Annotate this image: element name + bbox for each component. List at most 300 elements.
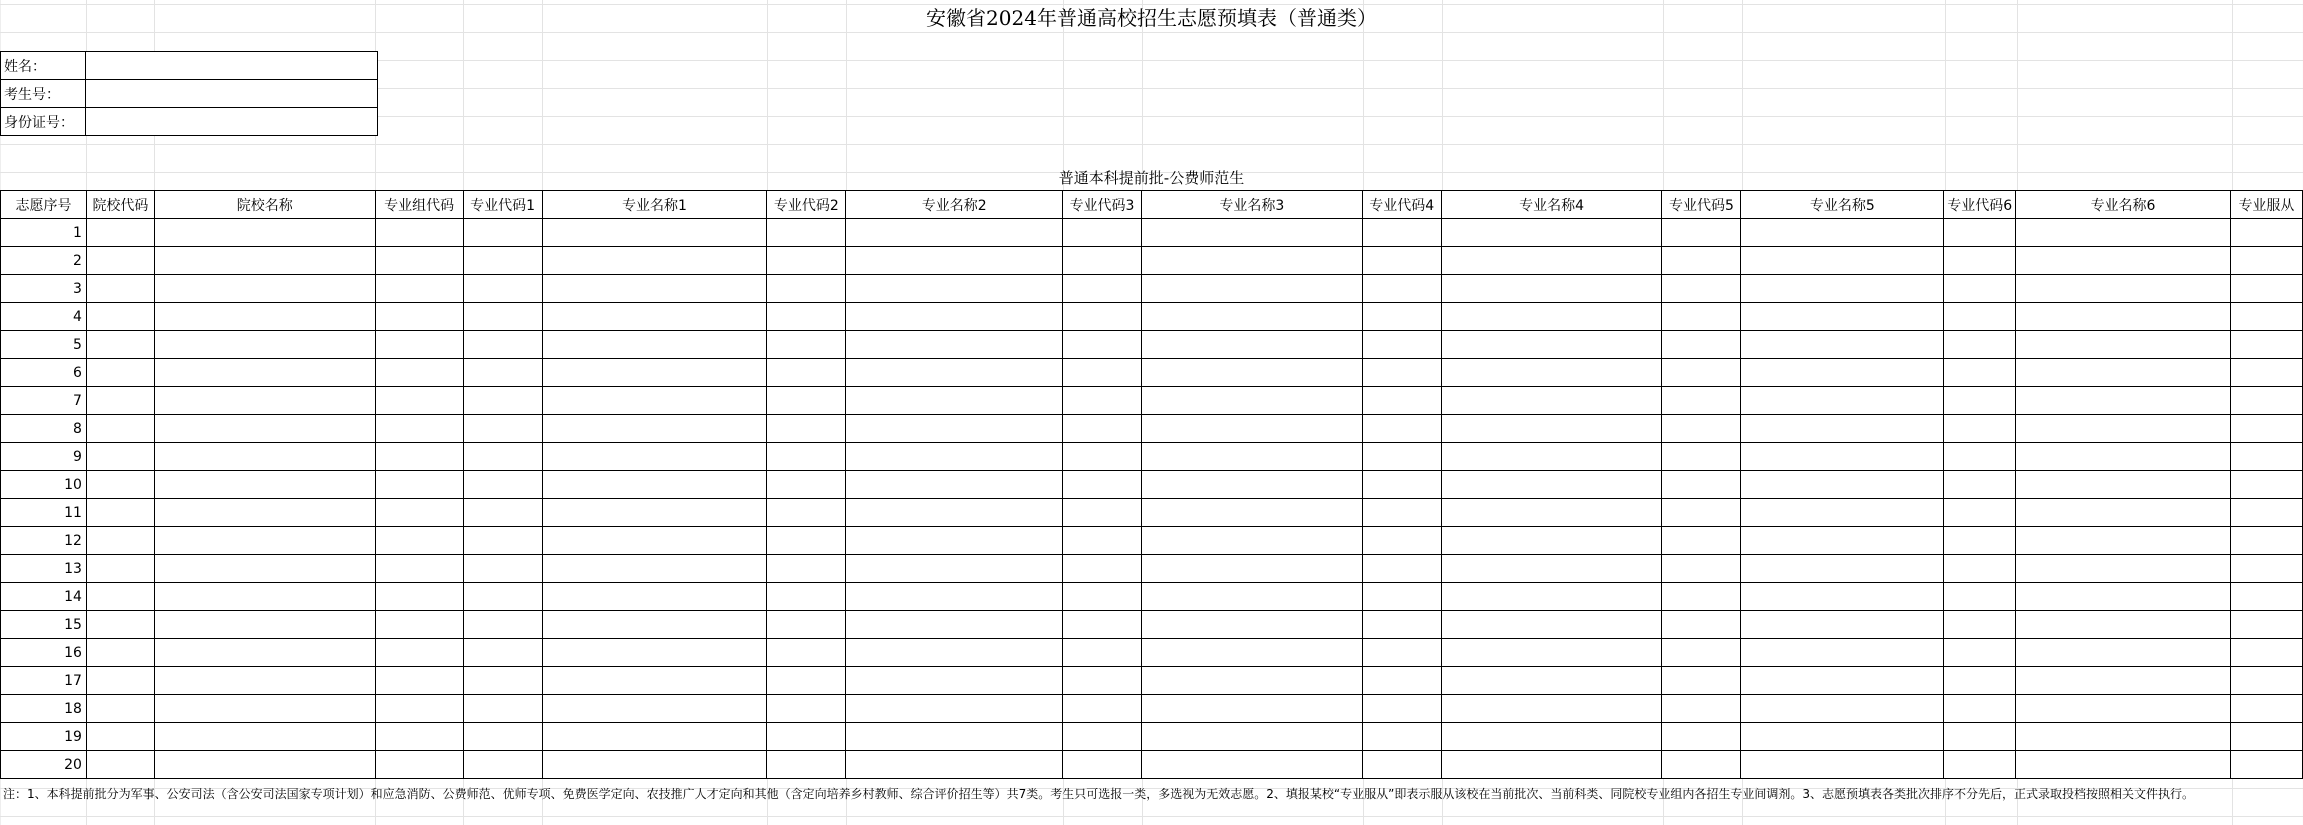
input-cell[interactable] [846,527,1063,555]
input-cell[interactable] [1944,443,2016,471]
input-cell[interactable] [2230,415,2302,443]
input-cell[interactable] [2016,695,2231,723]
input-cell[interactable] [767,275,846,303]
input-cell[interactable] [1362,751,1441,779]
input-cell[interactable] [1741,499,1944,527]
input-cell[interactable] [463,443,542,471]
input-cell[interactable] [2016,611,2231,639]
input-cell[interactable] [86,667,154,695]
input-cell[interactable] [375,303,463,331]
input-cell[interactable] [154,415,375,443]
input-cell[interactable] [1441,359,1662,387]
input-cell[interactable] [1944,303,2016,331]
input-cell[interactable] [463,471,542,499]
input-cell[interactable] [1741,443,1944,471]
input-cell[interactable] [846,499,1063,527]
input-cell[interactable] [375,555,463,583]
input-cell[interactable] [1142,639,1363,667]
input-cell[interactable] [2230,499,2302,527]
input-cell[interactable] [86,303,154,331]
input-cell[interactable] [767,331,846,359]
input-cell[interactable] [542,247,767,275]
input-cell[interactable] [2230,275,2302,303]
input-cell[interactable] [2230,331,2302,359]
input-cell[interactable] [1944,359,2016,387]
input-cell[interactable] [1362,611,1441,639]
input-cell[interactable] [375,331,463,359]
input-cell[interactable] [86,611,154,639]
input-cell[interactable] [2230,359,2302,387]
input-cell[interactable] [1362,723,1441,751]
input-cell[interactable] [375,695,463,723]
input-cell[interactable] [1362,555,1441,583]
input-cell[interactable] [2016,415,2231,443]
input-cell[interactable] [1142,723,1363,751]
input-cell[interactable] [1142,527,1363,555]
input-cell[interactable] [86,499,154,527]
input-cell[interactable] [375,415,463,443]
input-cell[interactable] [1063,275,1142,303]
input-cell[interactable] [542,639,767,667]
input-cell[interactable] [1063,219,1142,247]
input-cell[interactable] [846,471,1063,499]
input-cell[interactable] [1362,415,1441,443]
input-cell[interactable] [542,667,767,695]
input-cell[interactable] [1063,695,1142,723]
input-cell[interactable] [1662,751,1741,779]
input-cell[interactable] [2230,611,2302,639]
input-cell[interactable] [1944,583,2016,611]
input-cell[interactable] [1441,695,1662,723]
input-cell[interactable] [2230,303,2302,331]
input-cell[interactable] [463,387,542,415]
input-cell[interactable] [1362,499,1441,527]
input-cell[interactable] [542,219,767,247]
input-cell[interactable] [1063,359,1142,387]
input-cell[interactable] [154,359,375,387]
input-cell[interactable] [846,219,1063,247]
input-cell[interactable] [846,275,1063,303]
input-cell[interactable] [2230,751,2302,779]
input-cell[interactable] [846,583,1063,611]
input-cell[interactable] [463,751,542,779]
input-cell[interactable] [375,247,463,275]
input-cell[interactable] [1063,247,1142,275]
input-cell[interactable] [1142,387,1363,415]
input-cell[interactable] [1741,611,1944,639]
input-cell[interactable] [846,443,1063,471]
input-cell[interactable] [1741,471,1944,499]
input-cell[interactable] [154,751,375,779]
input-cell[interactable] [767,611,846,639]
input-cell[interactable] [86,639,154,667]
input-cell[interactable] [542,695,767,723]
input-cell[interactable] [154,443,375,471]
input-cell[interactable] [1662,331,1741,359]
input-cell[interactable] [463,275,542,303]
input-cell[interactable] [1441,247,1662,275]
input-cell[interactable] [1741,331,1944,359]
input-cell[interactable] [2230,387,2302,415]
input-cell[interactable] [1362,275,1441,303]
input-cell[interactable] [1944,387,2016,415]
input-cell[interactable] [2016,219,2231,247]
input-cell[interactable] [154,611,375,639]
input-cell[interactable] [463,359,542,387]
input-cell[interactable] [1441,751,1662,779]
input-cell[interactable] [1142,471,1363,499]
input-cell[interactable] [846,751,1063,779]
input-cell[interactable] [2230,219,2302,247]
input-cell[interactable] [463,555,542,583]
input-cell[interactable] [2016,583,2231,611]
input-cell[interactable] [542,723,767,751]
input-cell[interactable] [1662,723,1741,751]
input-cell[interactable] [1063,499,1142,527]
input-cell[interactable] [767,583,846,611]
input-cell[interactable] [2230,247,2302,275]
input-cell[interactable] [542,331,767,359]
input-cell[interactable] [2016,555,2231,583]
input-cell[interactable] [846,415,1063,443]
input-cell[interactable] [1441,667,1662,695]
input-cell[interactable] [154,639,375,667]
input-cell[interactable] [1944,695,2016,723]
input-cell[interactable] [375,387,463,415]
input-cell[interactable] [1741,415,1944,443]
input-cell[interactable] [542,471,767,499]
input-cell[interactable] [846,359,1063,387]
input-cell[interactable] [1944,555,2016,583]
input-cell[interactable] [463,331,542,359]
input-cell[interactable] [1362,219,1441,247]
input-cell[interactable] [1362,583,1441,611]
input-cell[interactable] [1063,387,1142,415]
input-cell[interactable] [1142,219,1363,247]
input-cell[interactable] [375,527,463,555]
input-cell[interactable] [2230,639,2302,667]
input-cell[interactable] [1063,639,1142,667]
input-cell[interactable] [1944,611,2016,639]
input-cell[interactable] [767,303,846,331]
input-cell[interactable] [375,275,463,303]
input-cell[interactable] [86,583,154,611]
input-cell[interactable] [1142,331,1363,359]
input-cell[interactable] [463,639,542,667]
input-cell[interactable] [463,723,542,751]
id-number-field[interactable] [86,108,378,136]
input-cell[interactable] [542,275,767,303]
input-cell[interactable] [1741,555,1944,583]
input-cell[interactable] [1362,695,1441,723]
input-cell[interactable] [2230,443,2302,471]
input-cell[interactable] [2016,443,2231,471]
input-cell[interactable] [86,275,154,303]
input-cell[interactable] [1063,471,1142,499]
input-cell[interactable] [1741,247,1944,275]
input-cell[interactable] [1944,275,2016,303]
input-cell[interactable] [542,443,767,471]
input-cell[interactable] [463,303,542,331]
input-cell[interactable] [1142,247,1363,275]
input-cell[interactable] [1944,471,2016,499]
input-cell[interactable] [1142,415,1363,443]
input-cell[interactable] [463,583,542,611]
input-cell[interactable] [1441,387,1662,415]
input-cell[interactable] [1944,639,2016,667]
input-cell[interactable] [1741,275,1944,303]
input-cell[interactable] [767,527,846,555]
input-cell[interactable] [375,723,463,751]
input-cell[interactable] [767,415,846,443]
input-cell[interactable] [767,359,846,387]
input-cell[interactable] [2230,527,2302,555]
input-cell[interactable] [154,275,375,303]
input-cell[interactable] [767,219,846,247]
input-cell[interactable] [1741,303,1944,331]
input-cell[interactable] [767,695,846,723]
input-cell[interactable] [1063,443,1142,471]
input-cell[interactable] [1063,527,1142,555]
input-cell[interactable] [463,499,542,527]
input-cell[interactable] [1441,499,1662,527]
input-cell[interactable] [154,695,375,723]
input-cell[interactable] [375,219,463,247]
input-cell[interactable] [846,387,1063,415]
input-cell[interactable] [86,723,154,751]
input-cell[interactable] [1662,247,1741,275]
input-cell[interactable] [154,247,375,275]
input-cell[interactable] [1362,387,1441,415]
input-cell[interactable] [767,751,846,779]
input-cell[interactable] [846,667,1063,695]
input-cell[interactable] [154,527,375,555]
input-cell[interactable] [2230,723,2302,751]
input-cell[interactable] [1362,667,1441,695]
input-cell[interactable] [767,443,846,471]
input-cell[interactable] [2016,499,2231,527]
input-cell[interactable] [463,415,542,443]
input-cell[interactable] [767,667,846,695]
input-cell[interactable] [1441,723,1662,751]
input-cell[interactable] [1662,443,1741,471]
input-cell[interactable] [542,359,767,387]
input-cell[interactable] [542,583,767,611]
input-cell[interactable] [1063,583,1142,611]
input-cell[interactable] [1362,359,1441,387]
input-cell[interactable] [1063,751,1142,779]
input-cell[interactable] [1063,667,1142,695]
input-cell[interactable] [2016,387,2231,415]
input-cell[interactable] [1944,331,2016,359]
input-cell[interactable] [1741,219,1944,247]
input-cell[interactable] [2016,723,2231,751]
input-cell[interactable] [542,387,767,415]
input-cell[interactable] [86,331,154,359]
input-cell[interactable] [2230,695,2302,723]
input-cell[interactable] [463,219,542,247]
input-cell[interactable] [1063,555,1142,583]
input-cell[interactable] [1362,303,1441,331]
input-cell[interactable] [1662,471,1741,499]
input-cell[interactable] [154,387,375,415]
input-cell[interactable] [375,611,463,639]
input-cell[interactable] [463,527,542,555]
input-cell[interactable] [1662,219,1741,247]
input-cell[interactable] [1142,695,1363,723]
input-cell[interactable] [1362,443,1441,471]
input-cell[interactable] [1063,415,1142,443]
input-cell[interactable] [1441,471,1662,499]
input-cell[interactable] [1441,611,1662,639]
input-cell[interactable] [2016,667,2231,695]
input-cell[interactable] [154,303,375,331]
exam-number-field[interactable] [86,80,378,108]
input-cell[interactable] [154,471,375,499]
input-cell[interactable] [1741,639,1944,667]
input-cell[interactable] [2016,471,2231,499]
input-cell[interactable] [1662,667,1741,695]
input-cell[interactable] [1662,275,1741,303]
input-cell[interactable] [2230,583,2302,611]
input-cell[interactable] [86,527,154,555]
input-cell[interactable] [1063,611,1142,639]
input-cell[interactable] [1142,611,1363,639]
input-cell[interactable] [1441,555,1662,583]
input-cell[interactable] [1662,415,1741,443]
input-cell[interactable] [1944,527,2016,555]
input-cell[interactable] [375,583,463,611]
input-cell[interactable] [767,555,846,583]
input-cell[interactable] [86,219,154,247]
input-cell[interactable] [463,695,542,723]
input-cell[interactable] [154,499,375,527]
input-cell[interactable] [463,247,542,275]
input-cell[interactable] [86,555,154,583]
input-cell[interactable] [2016,639,2231,667]
input-cell[interactable] [1662,527,1741,555]
input-cell[interactable] [1063,723,1142,751]
input-cell[interactable] [2230,667,2302,695]
input-cell[interactable] [154,667,375,695]
input-cell[interactable] [542,555,767,583]
input-cell[interactable] [1362,639,1441,667]
input-cell[interactable] [1741,387,1944,415]
input-cell[interactable] [767,387,846,415]
input-cell[interactable] [1944,499,2016,527]
input-cell[interactable] [375,471,463,499]
input-cell[interactable] [1662,499,1741,527]
input-cell[interactable] [375,667,463,695]
name-field[interactable] [86,52,378,80]
input-cell[interactable] [1441,415,1662,443]
input-cell[interactable] [767,639,846,667]
input-cell[interactable] [1944,751,2016,779]
input-cell[interactable] [1944,415,2016,443]
input-cell[interactable] [1441,219,1662,247]
input-cell[interactable] [1741,723,1944,751]
input-cell[interactable] [1362,247,1441,275]
input-cell[interactable] [1362,471,1441,499]
input-cell[interactable] [846,695,1063,723]
input-cell[interactable] [154,583,375,611]
input-cell[interactable] [1944,219,2016,247]
input-cell[interactable] [154,723,375,751]
input-cell[interactable] [375,751,463,779]
input-cell[interactable] [1142,359,1363,387]
input-cell[interactable] [1142,751,1363,779]
input-cell[interactable] [1362,331,1441,359]
input-cell[interactable] [1662,583,1741,611]
input-cell[interactable] [2016,275,2231,303]
input-cell[interactable] [2016,751,2231,779]
input-cell[interactable] [846,611,1063,639]
input-cell[interactable] [1662,695,1741,723]
input-cell[interactable] [1063,303,1142,331]
input-cell[interactable] [375,359,463,387]
input-cell[interactable] [1441,303,1662,331]
input-cell[interactable] [1944,667,2016,695]
input-cell[interactable] [1741,359,1944,387]
input-cell[interactable] [1142,275,1363,303]
input-cell[interactable] [1441,331,1662,359]
input-cell[interactable] [1441,443,1662,471]
input-cell[interactable] [542,611,767,639]
input-cell[interactable] [86,695,154,723]
input-cell[interactable] [846,247,1063,275]
input-cell[interactable] [846,639,1063,667]
input-cell[interactable] [2016,359,2231,387]
input-cell[interactable] [1741,583,1944,611]
input-cell[interactable] [1362,527,1441,555]
input-cell[interactable] [86,751,154,779]
input-cell[interactable] [1741,527,1944,555]
input-cell[interactable] [86,387,154,415]
input-cell[interactable] [846,331,1063,359]
input-cell[interactable] [154,331,375,359]
input-cell[interactable] [1441,639,1662,667]
input-cell[interactable] [375,499,463,527]
input-cell[interactable] [86,247,154,275]
input-cell[interactable] [375,639,463,667]
input-cell[interactable] [1741,667,1944,695]
input-cell[interactable] [1142,555,1363,583]
input-cell[interactable] [154,219,375,247]
input-cell[interactable] [1741,751,1944,779]
input-cell[interactable] [767,247,846,275]
input-cell[interactable] [1441,527,1662,555]
input-cell[interactable] [2016,527,2231,555]
input-cell[interactable] [86,443,154,471]
input-cell[interactable] [542,415,767,443]
input-cell[interactable] [1662,611,1741,639]
input-cell[interactable] [1142,443,1363,471]
input-cell[interactable] [542,527,767,555]
input-cell[interactable] [86,415,154,443]
input-cell[interactable] [1944,247,2016,275]
input-cell[interactable] [1063,331,1142,359]
input-cell[interactable] [767,723,846,751]
input-cell[interactable] [1741,695,1944,723]
input-cell[interactable] [86,471,154,499]
input-cell[interactable] [1441,275,1662,303]
input-cell[interactable] [542,499,767,527]
input-cell[interactable] [1142,499,1363,527]
input-cell[interactable] [767,471,846,499]
input-cell[interactable] [846,303,1063,331]
input-cell[interactable] [2016,331,2231,359]
input-cell[interactable] [463,611,542,639]
